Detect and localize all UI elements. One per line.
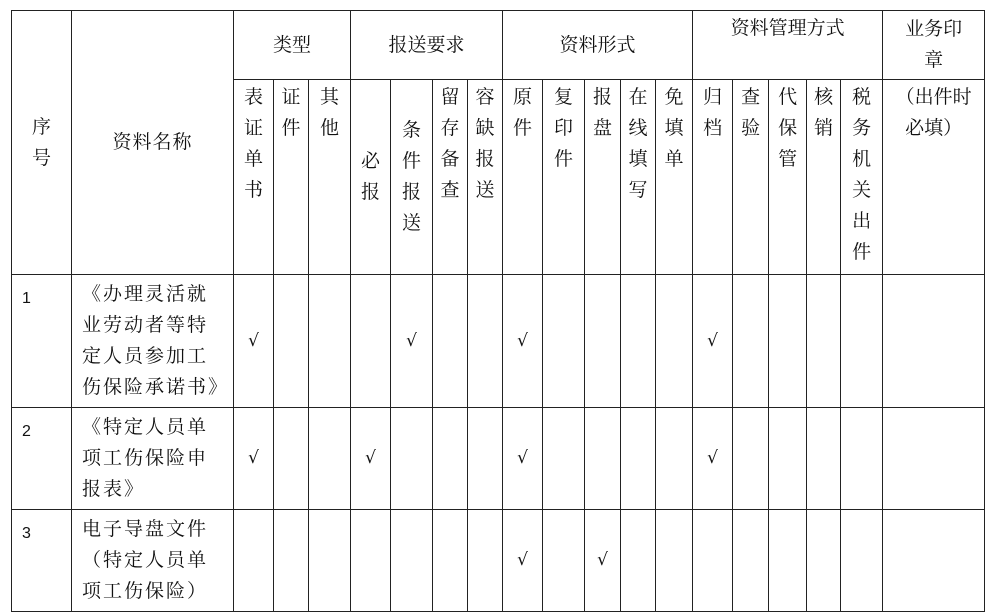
- col-header-online: 在 线 填 写: [621, 80, 656, 275]
- row-mark-cell: √: [234, 408, 274, 510]
- col-header-keep-on-file: 留 存 备 查: [433, 80, 468, 275]
- row-mark-cell: [841, 510, 883, 612]
- row-mark-cell: [309, 275, 351, 408]
- row-mark-cell: [807, 275, 841, 408]
- row-mark-cell: √: [503, 408, 543, 510]
- table-row: [12, 408, 985, 510]
- row-mark-cell: [585, 275, 621, 408]
- row-mark-cell: [433, 510, 468, 612]
- row-mark-cell: [585, 408, 621, 510]
- row-mark-cell: [543, 510, 585, 612]
- header-row-groups: [12, 11, 985, 80]
- row-mark-cell: [841, 275, 883, 408]
- type-group-header: 类型: [234, 11, 351, 80]
- report-group-header: 报送要求: [351, 11, 503, 80]
- table-row: [12, 275, 985, 408]
- row-mark-cell: [274, 275, 309, 408]
- col-header-certificate: 证 件: [274, 80, 309, 275]
- col-header-tax-issue: 税 务 机 关 出 件: [841, 80, 883, 275]
- row-mark-cell: [309, 510, 351, 612]
- seal-group-header: 业务印章: [883, 11, 985, 80]
- row-mark-cell: [274, 408, 309, 510]
- row-mark-cell: √: [585, 510, 621, 612]
- row-mark-cell: [351, 510, 391, 612]
- row-mark-cell: [621, 510, 656, 612]
- row-mark-cell: [234, 510, 274, 612]
- row-mark-cell: [391, 408, 433, 510]
- row-mark-cell: [733, 275, 769, 408]
- col-header-deferred: 容 缺 报 送: [468, 80, 503, 275]
- row-seq: 3: [12, 510, 72, 612]
- row-mark-cell: [433, 275, 468, 408]
- row-mark-cell: [769, 275, 807, 408]
- row-seq: 2: [12, 408, 72, 510]
- row-mark-cell: √: [351, 408, 391, 510]
- row-material-name: 《办理灵活就业劳动者等特定人员参加工伤保险承诺书》: [72, 275, 234, 408]
- row-mark-cell: [351, 275, 391, 408]
- form-group-header: 资料形式: [503, 11, 693, 80]
- row-mark-cell: [309, 408, 351, 510]
- col-header-inspect: 查 验: [733, 80, 769, 275]
- row-mark-cell: [883, 510, 985, 612]
- row-mark-cell: [468, 408, 503, 510]
- row-mark-cell: [433, 408, 468, 510]
- row-mark-cell: [656, 510, 693, 612]
- row-mark-cell: [769, 408, 807, 510]
- row-mark-cell: [841, 408, 883, 510]
- row-mark-cell: [733, 408, 769, 510]
- col-header-conditional: 条 件 报 送: [391, 80, 433, 275]
- row-mark-cell: [656, 275, 693, 408]
- row-mark-cell: [769, 510, 807, 612]
- table-row: [12, 510, 985, 612]
- row-mark-cell: [883, 408, 985, 510]
- col-header-photocopy: 复 印 件: [543, 80, 585, 275]
- row-mark-cell: √: [503, 510, 543, 612]
- row-mark-cell: [391, 510, 433, 612]
- col-header-no-form: 免 填 单: [656, 80, 693, 275]
- row-mark-cell: √: [234, 275, 274, 408]
- name-header: 资料名称: [72, 11, 234, 275]
- row-mark-cell: [621, 275, 656, 408]
- col-header-required: 必 报: [351, 80, 391, 275]
- row-mark-cell: [543, 408, 585, 510]
- materials-table: [11, 10, 985, 612]
- row-mark-cell: √: [693, 408, 733, 510]
- row-mark-cell: [468, 275, 503, 408]
- row-mark-cell: √: [693, 275, 733, 408]
- col-header-archive: 归 档: [693, 80, 733, 275]
- row-mark-cell: [543, 275, 585, 408]
- row-material-name: 《特定人员单项工伤保险申报表》: [72, 408, 234, 510]
- row-mark-cell: [733, 510, 769, 612]
- row-mark-cell: [693, 510, 733, 612]
- col-header-other: 其 他: [309, 80, 351, 275]
- row-mark-cell: [807, 510, 841, 612]
- col-header-seal-note: （出件时必填）: [883, 80, 985, 275]
- row-seq: 1: [12, 275, 72, 408]
- row-mark-cell: √: [503, 275, 543, 408]
- row-mark-cell: [274, 510, 309, 612]
- col-header-disk: 报 盘: [585, 80, 621, 275]
- row-mark-cell: [621, 408, 656, 510]
- row-material-name: 电子导盘文件（特定人员单项工伤保险）: [72, 510, 234, 612]
- mgmt-group-header: 资料管理方式: [693, 11, 883, 80]
- row-mark-cell: [656, 408, 693, 510]
- row-mark-cell: [883, 275, 985, 408]
- col-header-original: 原 件: [503, 80, 543, 275]
- col-header-writeoff: 核 销: [807, 80, 841, 275]
- row-mark-cell: [807, 408, 841, 510]
- col-header-form: 表 证 单 书: [234, 80, 274, 275]
- seq-header: 序 号: [12, 11, 72, 275]
- row-mark-cell: [468, 510, 503, 612]
- col-header-custody: 代 保 管: [769, 80, 807, 275]
- row-mark-cell: √: [391, 275, 433, 408]
